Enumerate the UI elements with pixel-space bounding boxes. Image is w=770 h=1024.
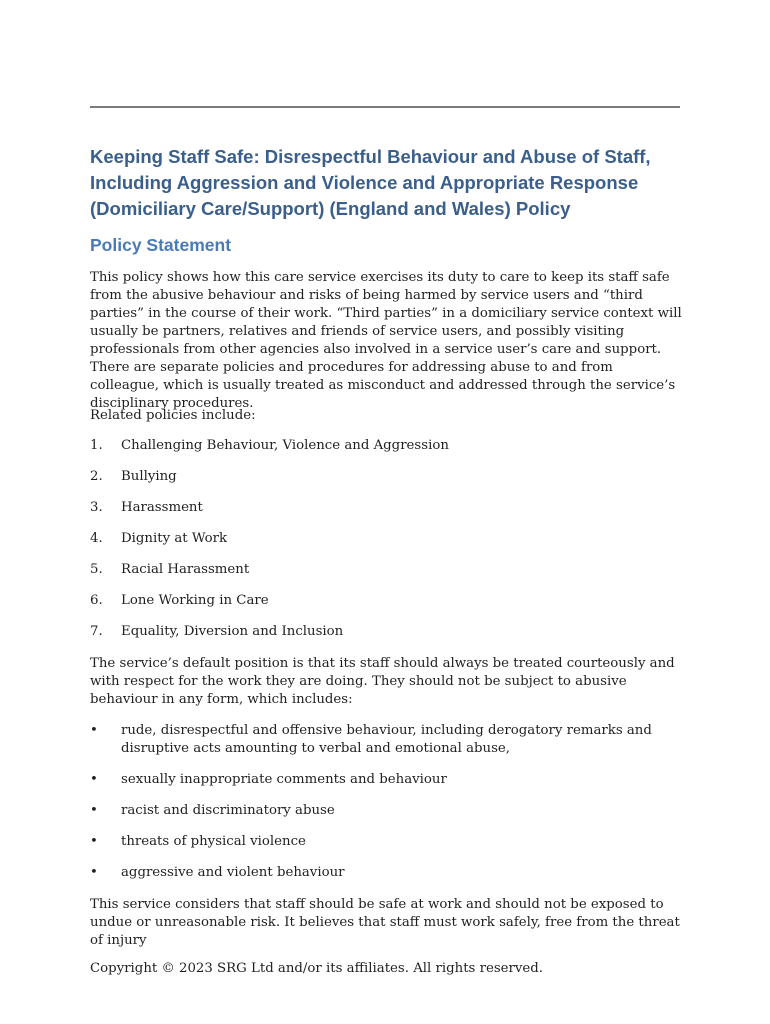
list-number: 1.	[90, 438, 103, 453]
bullet-icon: •	[90, 803, 98, 818]
list-number: 5.	[90, 562, 103, 577]
related-policies-intro: Related policies include:	[90, 408, 256, 423]
list-text: aggressive and violent behaviour	[121, 865, 345, 880]
list-item	[90, 771, 685, 789]
list-item	[90, 722, 685, 758]
bullet-icon: •	[90, 723, 98, 738]
list-text: Dignity at Work	[121, 531, 228, 546]
list-item	[90, 530, 685, 561]
list-number: 2.	[90, 469, 103, 484]
abusive-behaviours-list	[90, 722, 685, 895]
list-text: Harassment	[121, 500, 203, 515]
list-number: 4.	[90, 531, 103, 546]
bullet-icon: •	[90, 865, 98, 880]
safety-paragraph: This service considers that staff should be safe at work and should not be exposed to undue or unreasonable risk. It believes that staff must work safely, free from the threat of injury	[90, 897, 680, 948]
list-number: 7.	[90, 624, 103, 639]
list-text: Racial Harassment	[121, 562, 250, 577]
list-text: sexually inappropriate comments and behaviour	[121, 772, 447, 787]
list-item	[90, 592, 685, 623]
list-text: Lone Working in Care	[121, 593, 269, 608]
list-text: threats of physical violence	[121, 834, 306, 849]
list-text: racist and discriminatory abuse	[121, 803, 335, 818]
list-item	[90, 499, 685, 530]
list-item	[90, 833, 685, 851]
list-item	[90, 623, 685, 654]
list-text: Equality, Diversion and Inclusion	[121, 624, 344, 639]
document-title: Keeping Staff Safe: Disrespectful Behaviour and Abuse of Staff, Including Aggression and Violence and Appropriate Response (Domiciliary Care/Support) (England and Wales) Policy	[90, 146, 651, 219]
list-text: Bullying	[121, 469, 177, 484]
header-rule	[90, 106, 680, 108]
bullet-icon: •	[90, 834, 98, 849]
intro-paragraph: This policy shows how this care service exercises its duty to care to keep its staff safe from the abusive behaviour and risks of being harmed by service users and “third parties” in the course of their work. “Third parties” in a domiciliary service context will usually be partners, relatives and friends of service users, and possibly visiting professionals from other agencies also involved in a service user’s care and support. There are separate policies and procedures for addressing abuse to and from colleague, which is usually treated as misconduct and addressed through the service’s disciplinary procedures.	[90, 270, 682, 411]
list-item	[90, 561, 685, 592]
related-policies-list	[90, 437, 685, 654]
list-text: rude, disrespectful and offensive behaviour, including derogatory remarks and disruptive acts amounting to verbal and emotional abuse,	[121, 723, 652, 756]
list-item	[90, 437, 685, 468]
bullet-icon: •	[90, 772, 98, 787]
list-number: 3.	[90, 500, 103, 515]
section-heading: Policy Statement	[90, 235, 232, 255]
list-item	[90, 468, 685, 499]
copyright-footer: Copyright © 2023 SRG Ltd and/or its affiliates. All rights reserved.	[90, 961, 544, 976]
list-number: 6.	[90, 593, 103, 608]
default-position-paragraph: The service’s default position is that its staff should always be treated courteously and with respect for the work they are doing. They should not be subject to abusive behaviour in any form, which includes:	[90, 656, 675, 707]
list-item	[90, 864, 685, 882]
list-item	[90, 802, 685, 820]
list-text: Challenging Behaviour, Violence and Aggression	[121, 438, 449, 453]
